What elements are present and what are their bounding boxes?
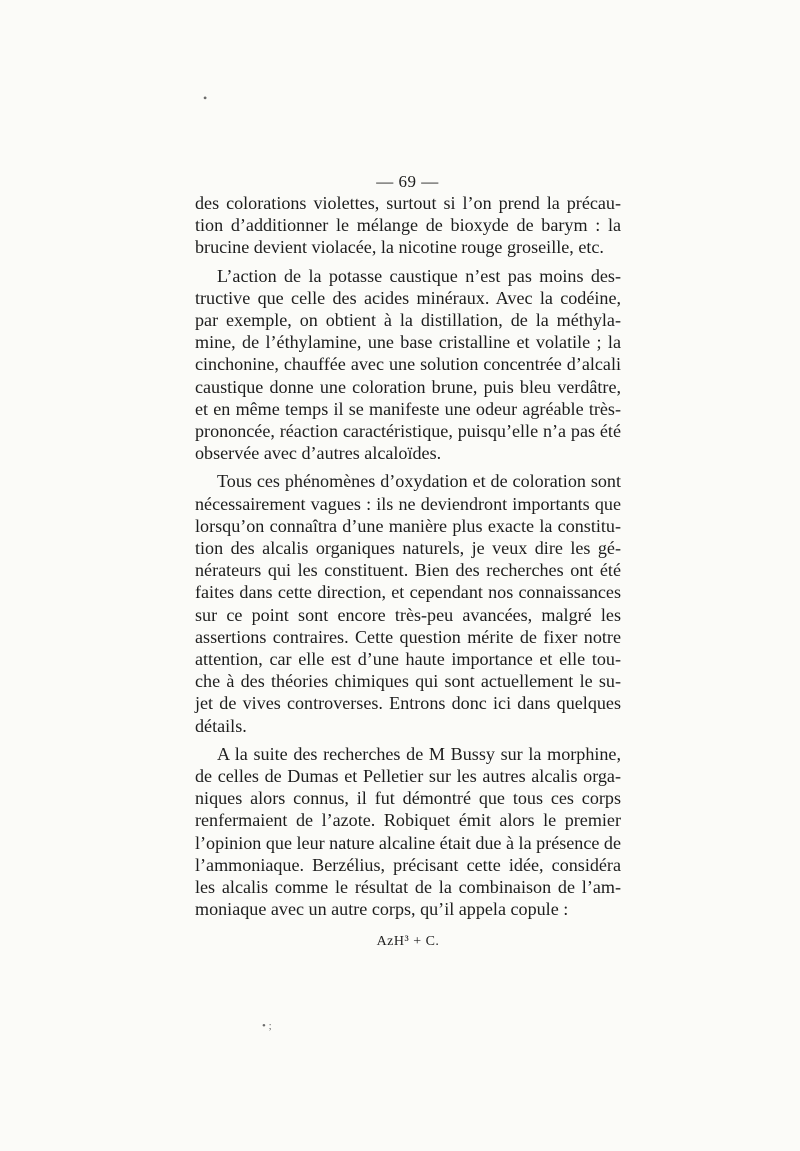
ink-speck-top: •	[203, 91, 208, 105]
page-number: — 69 —	[376, 172, 439, 191]
paragraph-2: L’action de la potasse caustique n’est pas moins des-tructive que celle des acides minéraux. Avec la codéine, par exemple, on obtient à la distillation, de la méthyla-mine, de l’éthylamine, une base cristalline et volatile ; la cinchonine, chauffée avec une solution concentrée d’alcali caustique donne une coloration brune, puis bleu verdâtre, et en même temps il se manifeste une odeur agréable très-prononcée, réaction caractéristique, puisqu’elle n’a pas été observée avec d’autres alcaloïdes.	[195, 265, 621, 464]
paragraph-3: Tous ces phénomènes d’oxydation et de coloration sont nécessairement vagues : ils ne deviendront importants que lorsqu’on connaîtra d’une manière plus exacte la constitu-tion des alcalis organiques naturels, je veux dire les gé-nérateurs qui les constituent. Bien des recherches ont été faites dans cette direction, et cependant nos connaissances sur ce point sont encore très-peu avancées, malgré les assertions contraires. Cette question mérite de fixer notre attention, car elle est d’une haute importance et elle tou-che à des théories chimiques qui sont actuellement le su-jet de vives controverses. Entrons donc ici dans quelques détails.	[195, 471, 621, 736]
ink-speck-bottom: • ;	[262, 1020, 272, 1032]
body-text	[195, 192, 621, 951]
chemical-formula: AzH³ + C.	[376, 933, 440, 949]
paragraph-1: des colorations violettes, surtout si l’on prend la précau-tion d’additionner le mélange de bioxyde de barym : la brucine devient violacée, la nicotine rouge groseille, etc.	[195, 193, 621, 258]
paragraph-4: A la suite des recherches de M Bussy sur la morphine, de celles de Dumas et Pelletier sur les autres alcalis orga-niques alors connus, il fut démontré que tous ces corps renfermaient de l’azote. Robiquet émit alors le premier l’opinion que leur nature alcaline était due à la présence de l’ammoniaque. Berzélius, précisant cette idée, considéra les alcalis comme le résultat de la combinaison de l’am-moniaque avec un autre corps, qu’il appela copule :	[195, 743, 622, 920]
